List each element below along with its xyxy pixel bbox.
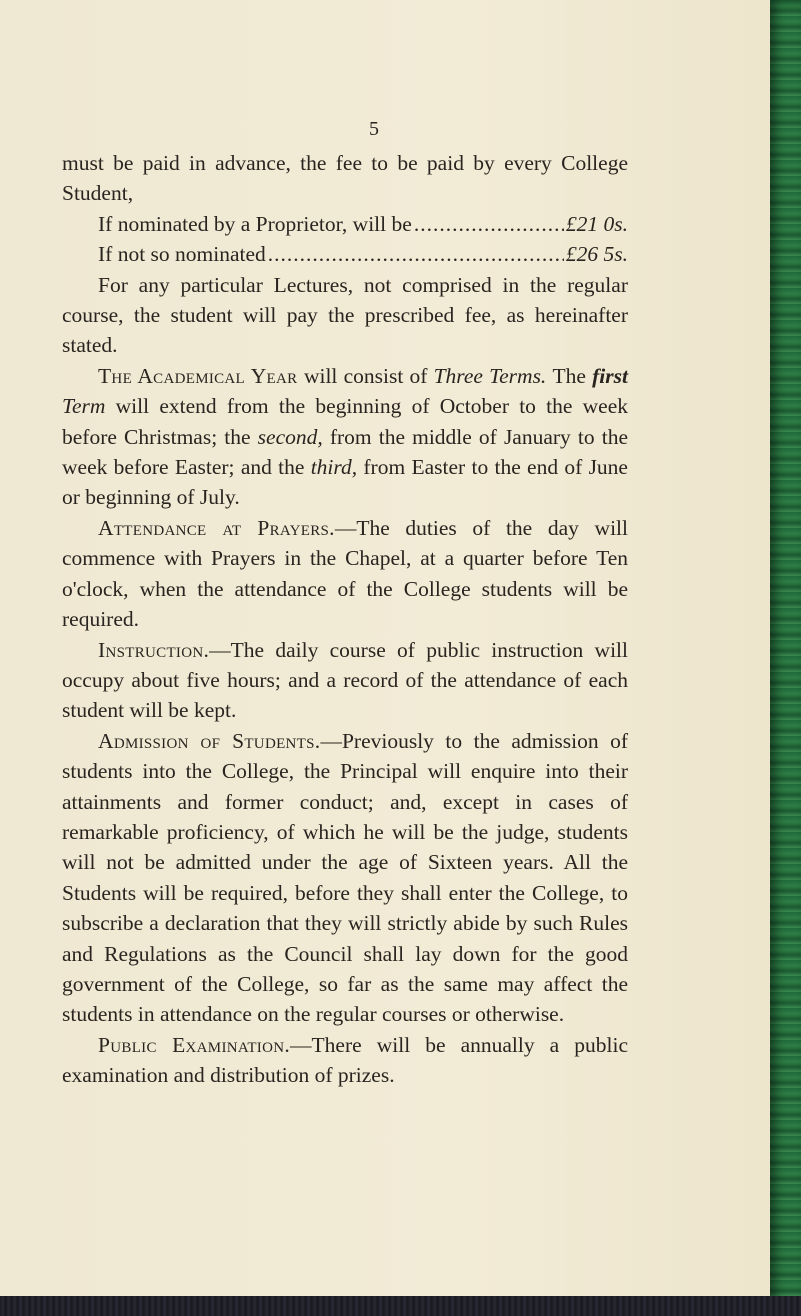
body-text: will consist of	[303, 363, 434, 388]
paragraph-examination	[62, 1030, 628, 1091]
fee-row-nominated	[62, 209, 628, 239]
paragraph-academical-year	[62, 361, 628, 513]
paragraph-admission	[62, 726, 628, 1030]
fee-label: If nominated by a Proprietor, will be	[98, 211, 412, 236]
page-body	[62, 148, 628, 1091]
body-text: from the middle of January to the week before Easter; and the	[62, 424, 628, 480]
emphasis-second: second,	[257, 424, 330, 449]
page-number: 5	[369, 118, 379, 140]
book-bottom-edge	[0, 1296, 801, 1316]
section-heading-academical-year: The Academical Year	[98, 363, 304, 388]
section-heading-instruction: Instruction.	[98, 637, 210, 662]
paragraph-lectures: For any particular Lectures, not comprised in the regular course, the student will pay the prescribed fee, as hereinafter stated.	[62, 272, 628, 358]
body-text: will extend from the beginning of October to the week before Christmas; the	[62, 394, 629, 449]
paragraph-intro: must be paid in advance, the fee to be paid by every College Student,	[62, 151, 628, 206]
emphasis-term: Term	[62, 394, 116, 419]
body-text: from Easter to the end of June or beginning of July.	[62, 455, 628, 510]
body-text: —There will be annually a public examination and distribution of prizes.	[62, 1032, 628, 1088]
dot-leader	[268, 239, 564, 269]
fee-amount: £21 0s.	[565, 211, 628, 236]
section-heading-admission: Admission of Students.	[98, 728, 321, 753]
body-text: —Previously to the admission of students into the College, the Principal will enquire into their attainments and former conduct; and, except in cases of remarkable proficiency, of which he will be the judge, students will not be admitted under the age of Sixteen years. All the Students will be required, before they shall enter the College, to subscribe a declaration that they will strictly abide by such Rules and Regulations as the Council shall lay down for the good government of the College, so far as the same may affect the students in attendance on the regular courses or otherwise.	[62, 728, 628, 1027]
body-text: —The daily course of public instruction will occupy about five hours; and a record of the attendance of each student will be kept.	[62, 637, 628, 723]
paragraph-instruction	[62, 635, 628, 726]
emphasis-first: first	[592, 363, 628, 388]
fee-label: If not so nominated	[98, 242, 266, 267]
fee-amount: £26 5s.	[565, 242, 628, 267]
emphasis-third: third,	[310, 455, 364, 480]
book-binding-edge	[770, 0, 801, 1316]
paragraph-prayers	[62, 513, 628, 635]
body-text: —The duties of the day will commence with Prayers in the Chapel, at a quarter before Ten o'clock, when the attendance of the College students will be required.	[62, 515, 628, 632]
body-text: The	[552, 363, 593, 388]
dot-leader	[414, 209, 564, 239]
emphasis-three-terms: Three Terms.	[433, 363, 553, 388]
section-heading-examination: Public Examination.	[98, 1032, 291, 1057]
section-heading-prayers: Attendance at Prayers.	[98, 515, 335, 540]
fee-row-not-nominated	[62, 239, 628, 269]
